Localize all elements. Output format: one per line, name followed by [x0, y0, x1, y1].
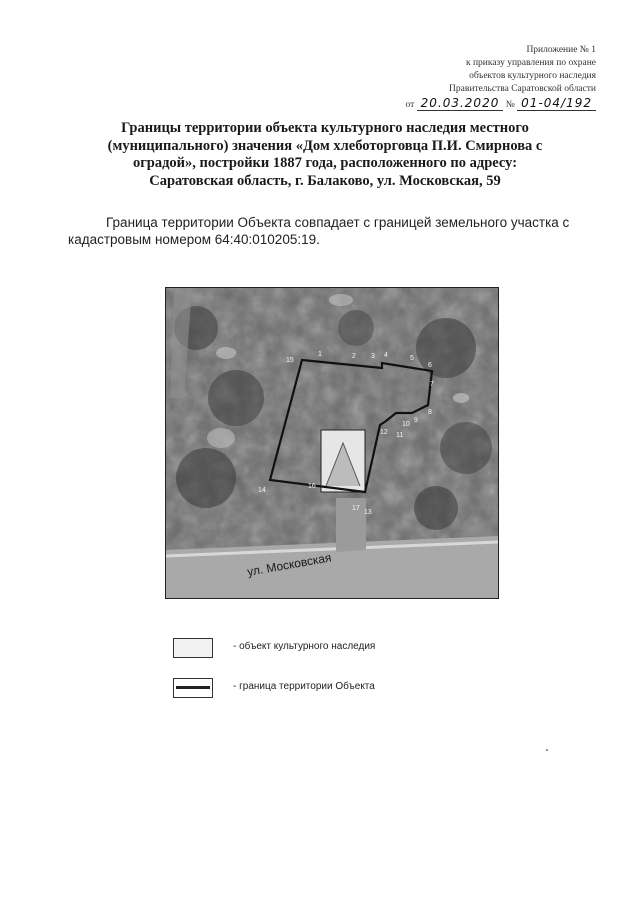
- boundary-description: Граница территории Объекта совпадает с границей земельного участка с кадастровым номером 64:40:010205:19.: [68, 215, 570, 247]
- legend-heritage-label: - объект культурного наследия: [233, 641, 376, 652]
- appendix-header: [366, 44, 596, 112]
- point-label-2: 2: [352, 353, 356, 360]
- point-label-17: 17: [352, 505, 360, 512]
- appendix-line-government: Правительства Саратовской области: [449, 84, 596, 94]
- appendix-title: Приложение № 1: [526, 45, 596, 55]
- appendix-line-order: к приказу управления по охране: [465, 58, 596, 68]
- appendix-line-objects: объектов культурного наследия: [469, 71, 596, 81]
- order-date: 20.03.2020: [417, 97, 504, 111]
- aerial-map: [165, 287, 499, 599]
- point-label-12: 12: [380, 429, 388, 436]
- point-label-6: 6: [428, 362, 432, 369]
- scan-speck: [546, 749, 548, 751]
- point-label-9: 9: [414, 417, 418, 424]
- map-canvas: [166, 288, 498, 598]
- point-label-5: 5: [410, 355, 414, 362]
- legend-heritage-swatch: [173, 638, 213, 658]
- point-label-15: 15: [286, 357, 294, 364]
- title-line-4: Саратовская область, г. Балаково, ул. Московская, 59: [149, 172, 501, 189]
- number-label: №: [505, 100, 515, 110]
- point-label-10: 10: [402, 421, 410, 428]
- from-label: от: [405, 100, 415, 110]
- point-label-14: 14: [258, 487, 266, 494]
- point-label-1: 1: [318, 351, 322, 358]
- point-label-13: 13: [364, 509, 372, 516]
- legend-boundary-label: - граница территории Объекта: [233, 681, 375, 692]
- legend-boundary-swatch: [173, 678, 213, 698]
- document-title: [90, 120, 560, 190]
- appendix-date-row: [366, 97, 596, 112]
- title-line-2: (муниципального) значения «Дом хлеботорговца П.И. Смирнова с: [107, 137, 543, 154]
- point-label-11: 11: [396, 432, 404, 439]
- driveway: [336, 498, 366, 552]
- title-line-1: Границы территории объекта культурного наследия местного: [121, 120, 529, 136]
- point-label-7: 7: [430, 381, 434, 388]
- point-label-8: 8: [428, 409, 432, 416]
- point-label-3: 3: [371, 353, 375, 360]
- point-label-4: 4: [384, 352, 388, 359]
- street-label: ул. Московская: [246, 550, 333, 579]
- title-line-3: оградой», постройки 1887 года, расположенного по адресу:: [132, 155, 518, 171]
- order-number: 01-04/192: [517, 97, 596, 111]
- point-label-16: 16: [308, 483, 316, 490]
